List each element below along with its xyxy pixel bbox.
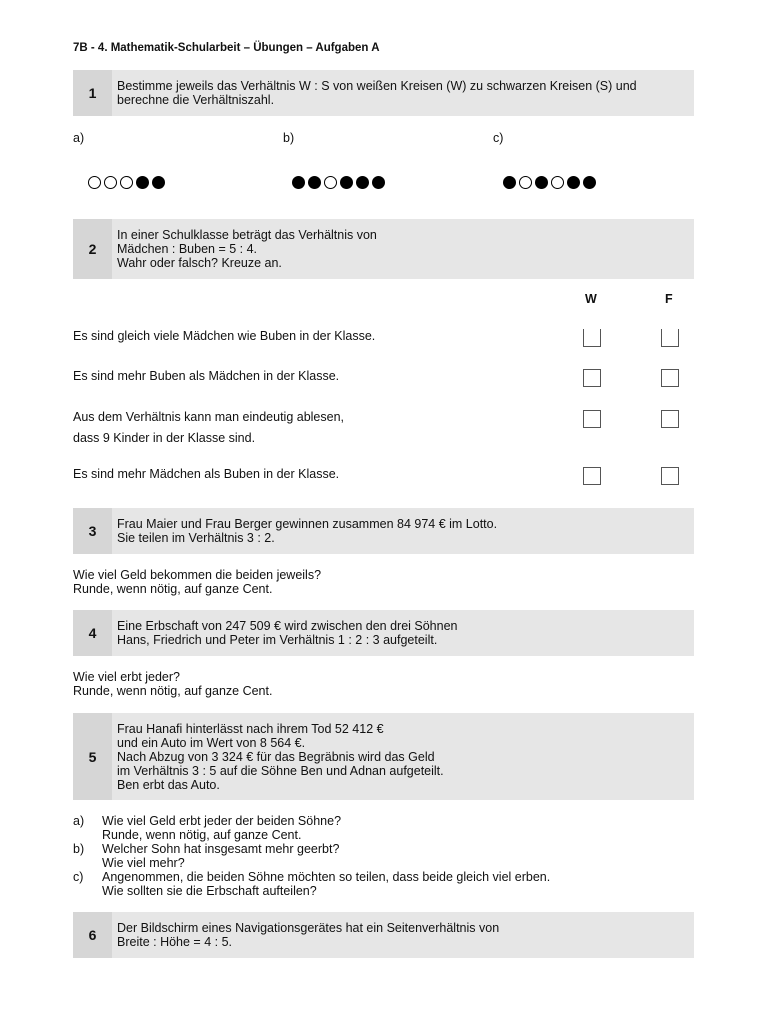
white-circle (120, 176, 133, 189)
statement-3-false-checkbox[interactable] (661, 410, 679, 428)
task-1-box (73, 70, 694, 116)
task-6-text: Der Bildschirm eines Navigationsgerätes hat ein Seitenverhältnis von Breite : Höhe = 4 : 5. (117, 921, 500, 949)
task-1-part-c-label: c) (493, 131, 504, 145)
black-circle (567, 176, 580, 189)
white-circle (551, 176, 564, 189)
task-5-sub-b-label: b) (73, 842, 85, 856)
black-circle (535, 176, 548, 189)
task-5-sub-a-label: a) (73, 814, 85, 828)
task-2-number: 2 (73, 219, 112, 279)
statement-2-false-checkbox[interactable] (661, 369, 679, 387)
statement-3-line-1: Aus dem Verhältnis kann man eindeutig ablesen, (73, 410, 345, 424)
task-1-part-a-label: a) (73, 131, 85, 145)
worksheet-title: 7B - 4. Mathematik-Schularbeit – Übungen – Aufgaben A (73, 42, 380, 54)
task-3-text: Frau Maier und Frau Berger gewinnen zusammen 84 974 € im Lotto. Sie teilen im Verhältnis 3 : 2. (117, 517, 498, 545)
task-5-number: 5 (73, 713, 112, 800)
black-circle (503, 176, 516, 189)
statement-4-true-checkbox[interactable] (583, 467, 601, 485)
statement-1-false-checkbox[interactable] (661, 329, 679, 347)
statement-1-true-checkbox[interactable] (583, 329, 601, 347)
black-circle (372, 176, 385, 189)
statement-1: Es sind gleich viele Mädchen wie Buben in der Klasse. (73, 329, 376, 343)
black-circle (308, 176, 321, 189)
statement-2-true-checkbox[interactable] (583, 369, 601, 387)
statement-3-true-checkbox[interactable] (583, 410, 601, 428)
white-circle (324, 176, 337, 189)
task-4-number: 4 (73, 610, 112, 656)
task-5-sub-c-label: c) (73, 870, 84, 884)
statement-4: Es sind mehr Mädchen als Buben in der Klasse. (73, 467, 340, 481)
task-1-part-b-circles (292, 176, 385, 189)
task-4-text: Eine Erbschaft von 247 509 € wird zwischen den drei Söhnen Hans, Friedrich und Peter im Verhältnis 1 : 2 : 3 aufgeteilt. (117, 619, 458, 647)
task-6-number: 6 (73, 912, 112, 958)
task-1-text: Bestimme jeweils das Verhältnis W : S von weißen Kreisen (W) zu schwarzen Kreisen (S) und berechne die Verhältniszahl. (117, 79, 637, 107)
task-4-box (73, 610, 694, 656)
white-circle (88, 176, 101, 189)
task-3-question: Wie viel Geld bekommen die beiden jeweils? Runde, wenn nötig, auf ganze Cent. (73, 568, 322, 596)
statement-2: Es sind mehr Buben als Mädchen in der Klasse. (73, 369, 340, 383)
task-5-sub-b-text: Welcher Sohn hat insgesamt mehr geerbt? Wie viel mehr? (102, 842, 340, 870)
black-circle (152, 176, 165, 189)
task-3-box (73, 508, 694, 554)
task-1-number: 1 (73, 70, 112, 116)
white-circle (519, 176, 532, 189)
task-1-part-a-circles (88, 176, 165, 189)
statement-3-line-2: dass 9 Kinder in der Klasse sind. (73, 431, 256, 445)
black-circle (136, 176, 149, 189)
black-circle (292, 176, 305, 189)
statement-4-false-checkbox[interactable] (661, 467, 679, 485)
black-circle (340, 176, 353, 189)
task-5-text: Frau Hanafi hinterlässt nach ihrem Tod 52 412 € und ein Auto im Wert von 8 564 €. Nach Abzug von 3 324 € für das Begräbnis wird das Geld im Verhältnis 3 : 5 auf die Söhne Ben und Adnan aufgeteilt. Ben erbt das Auto. (117, 722, 444, 792)
task-1-part-b-label: b) (283, 131, 295, 145)
task-4-question: Wie viel erbt jeder? Runde, wenn nötig, auf ganze Cent. (73, 670, 273, 698)
black-circle (356, 176, 369, 189)
task-5-box (73, 713, 694, 800)
task-1-part-c-circles (503, 176, 596, 189)
black-circle (583, 176, 596, 189)
task-2-text: In einer Schulklasse beträgt das Verhältnis von Mädchen : Buben = 5 : 4. Wahr oder falsch? Kreuze an. (117, 228, 377, 270)
column-true-heading: W (585, 292, 597, 306)
task-3-number: 3 (73, 508, 112, 554)
column-false-heading: F (665, 292, 673, 306)
task-6-box (73, 912, 694, 958)
task-5-sub-a-text: Wie viel Geld erbt jeder der beiden Söhne? Runde, wenn nötig, auf ganze Cent. (102, 814, 342, 842)
task-2-box (73, 219, 694, 279)
white-circle (104, 176, 117, 189)
task-5-sub-c-text: Angenommen, die beiden Söhne möchten so teilen, dass beide gleich viel erben. Wie sollten sie die Erbschaft aufteilen? (102, 870, 551, 898)
